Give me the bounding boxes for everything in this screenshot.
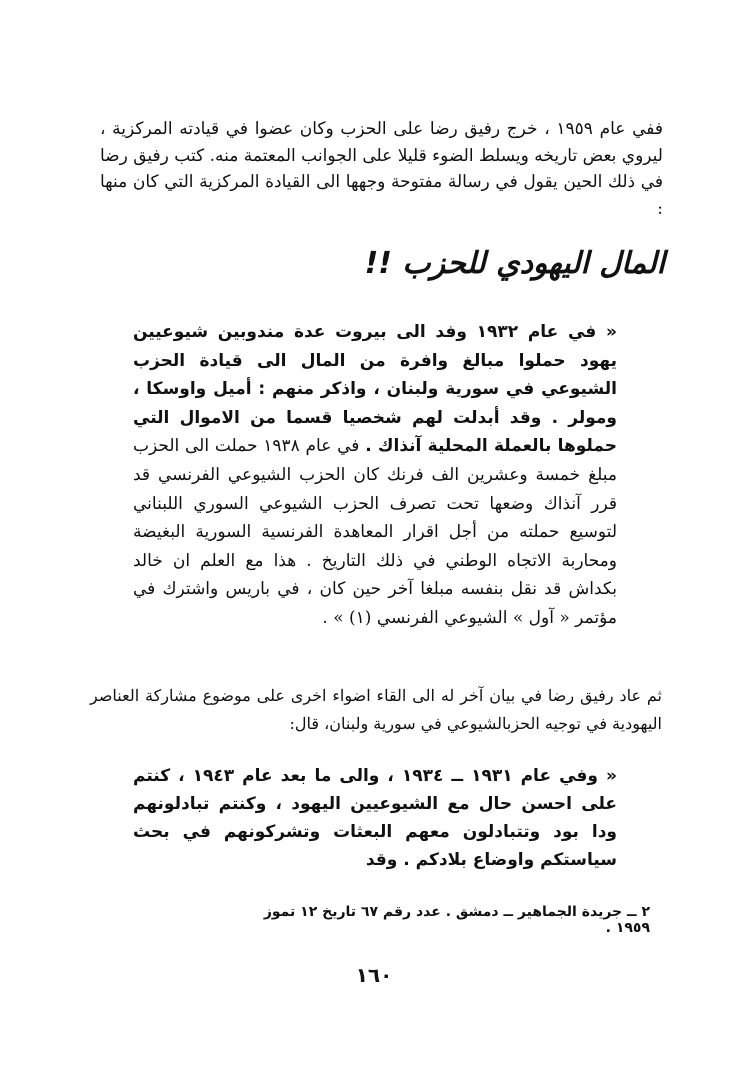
page-number: ١٦٠ [355, 963, 393, 987]
quote-one-plain: في عام ١٩٣٨ حملت الى الحزب مبلغ خمسة وعشرين الف فرنك كان الحزب الشيوعي الفرنسي قد قرر آنذاك وضعها تحت تصرف الحزب الشيوعي السوري اللبناني لتوسيع حملته من أجل اقرار المعاهدة الفرنسية السورية البغيضة ومحاربة الاتجاه الوطني في ذلك التاريخ . هذا مع العلم ان خالد بكداش قد نقل بنفسه مبلغا آخر حين كان ، في باريس واشترك في مؤتمر « آول » الشيوعي الفرنسي (١) » . [133, 436, 617, 628]
intro-paragraph: ففي عام ١٩٥٩ ، خرج رفيق رضا على الحزب وكان عضوا في قيادته المركزية ، ليروي بعض تاريخه ويسلط الضوء قليلا على الجوانب المعتمة منه. كتب رفيق رضا في ذلك الحين يقول في رسالة مفتوحة وجهها الى القيادة المركزية التي كان منها : [100, 119, 663, 219]
footnote: ٢ ــ جريدة الجماهير ــ دمشق . عدد رقم ٦٧ تاريخ ١٢ تموز ١٩٥٩ . [263, 904, 650, 936]
section-heading: المال اليهودي للحزب !! [364, 246, 665, 281]
quote-one [133, 318, 617, 633]
quote-two: « وفي عام ١٩٣١ ــ ١٩٣٤ ، والى ما بعد عام ١٩٤٣ ، كنتم على احسن حال مع الشيوعيين اليهود ، وكنتم تبادلونهم ودا بود وتتبادلون معهم البعثات وتشركونهم في بحث سياستكم واوضاع بلادكم . وقد [133, 766, 617, 870]
middle-paragraph: ثم عاد رفيق رضا في بيان آخر له الى القاء اضواء اخرى على موضوع مشاركة العناصر اليهودية في توجيه الحزبالشيوعي في سورية ولبنان، قال: [90, 686, 662, 733]
quote-one-bold: « في عام ١٩٣٢ وفد الى بيروت عدة مندوبين شيوعيين يهود حملوا مبالغ وافرة من المال الى قيادة الحزب الشيوعي في سورية ولبنان ، واذكر منهم : أميل واوسكا ، ومولر . وقد أبدلت لهم شخصيا قسما من الاموال التي حملوها بالعملة المحلية آنذاك . [133, 322, 618, 457]
